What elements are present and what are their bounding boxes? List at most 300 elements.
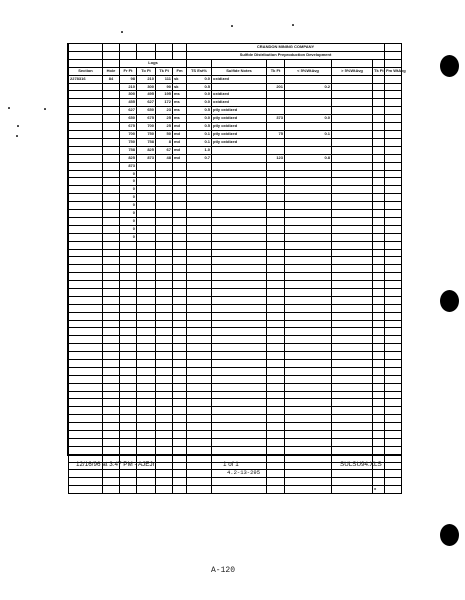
blank-cell (332, 312, 373, 320)
blank-cell (212, 415, 267, 423)
table-row (69, 91, 402, 99)
blank-cell (173, 360, 187, 368)
blank-row (69, 336, 402, 344)
table-row (69, 217, 402, 225)
table-cell: 0.8 (285, 154, 332, 162)
table-cell (137, 233, 156, 241)
blank-row (69, 312, 402, 320)
blank-cell (267, 383, 285, 391)
table-cell (332, 162, 373, 170)
table-cell: 123 (267, 154, 285, 162)
blank-cell (373, 257, 385, 265)
blank-cell (373, 265, 385, 273)
blank-cell (285, 438, 332, 446)
blank-cell (385, 273, 402, 281)
table-cell (373, 146, 385, 154)
blank-cell (267, 367, 285, 375)
blank-cell (137, 320, 156, 328)
table-cell (103, 162, 120, 170)
logs-row (69, 59, 402, 67)
table-cell (103, 186, 120, 194)
blank-cell (385, 399, 402, 407)
blank-cell (373, 336, 385, 344)
table-cell: md (173, 123, 187, 131)
table-cell (285, 194, 332, 202)
table-cell: 300 (137, 83, 156, 91)
table-row (69, 99, 402, 107)
table-cell (385, 233, 402, 241)
blank-cell (285, 328, 332, 336)
blank-cell (137, 281, 156, 289)
blank-cell (385, 486, 402, 494)
blank-cell (187, 383, 212, 391)
blank-cell (187, 438, 212, 446)
blank-cell (373, 241, 385, 249)
blank-cell (267, 407, 285, 415)
blank-cell (212, 241, 267, 249)
blank-cell (212, 383, 267, 391)
table-cell (385, 83, 402, 91)
blank-cell (332, 438, 373, 446)
blank-cell (173, 241, 187, 249)
blank-cell (212, 336, 267, 344)
blank-cell (120, 352, 137, 360)
blank-cell (173, 336, 187, 344)
table-cell (173, 186, 187, 194)
table-cell (385, 115, 402, 123)
blank-cell (137, 383, 156, 391)
table-cell: 825 (120, 154, 137, 162)
table-cell (69, 217, 103, 225)
table-cell (212, 186, 267, 194)
blank-cell (267, 415, 285, 423)
table-cell (69, 130, 103, 138)
blank-cell (69, 312, 103, 320)
table-cell: 201 (267, 83, 285, 91)
table-cell (212, 83, 267, 91)
blank-cell (385, 375, 402, 383)
blank-row (69, 241, 402, 249)
blank-cell (212, 438, 267, 446)
blank-cell (332, 304, 373, 312)
blank-cell (267, 375, 285, 383)
blank-cell (332, 352, 373, 360)
logs-label: Logs (120, 59, 187, 67)
blank-cell (187, 470, 212, 478)
table-cell: 825 (137, 146, 156, 154)
table-cell (385, 91, 402, 99)
table-cell (103, 170, 120, 178)
blank-cell (332, 249, 373, 257)
blank-cell (212, 320, 267, 328)
blank-cell (120, 478, 137, 486)
blank-cell (285, 257, 332, 265)
blank-cell (103, 296, 120, 304)
blank-row (69, 265, 402, 273)
blank-cell (173, 289, 187, 297)
blank-cell (385, 383, 402, 391)
table-cell (156, 178, 173, 186)
blank-cell (373, 328, 385, 336)
table-cell: oxidized (212, 91, 267, 99)
table-cell: oxidized (212, 75, 267, 83)
blank-cell (285, 446, 332, 454)
blank-cell (137, 391, 156, 399)
blank-cell (120, 383, 137, 391)
blank-cell (285, 399, 332, 407)
blank-cell (187, 478, 212, 486)
blank-cell (332, 470, 373, 478)
table-cell (285, 202, 332, 210)
blank-cell (285, 462, 332, 470)
table-cell (373, 162, 385, 170)
table-cell (156, 194, 173, 202)
blank-cell (385, 454, 402, 462)
blank-cell (373, 273, 385, 281)
blank-row (69, 281, 402, 289)
scan-speck (231, 25, 233, 27)
table-cell: 0.0 (187, 99, 212, 107)
blank-cell (187, 431, 212, 439)
blank-cell (373, 320, 385, 328)
table-cell (69, 162, 103, 170)
blank-cell (120, 438, 137, 446)
table-cell (332, 202, 373, 210)
blank-cell (69, 438, 103, 446)
blank-cell (373, 360, 385, 368)
blank-cell (120, 241, 137, 249)
table-cell (385, 194, 402, 202)
blank-cell (137, 399, 156, 407)
blank-cell (332, 478, 373, 486)
column-header: Sulfide Notes (212, 67, 267, 75)
table-cell (187, 170, 212, 178)
table-cell (137, 210, 156, 218)
table-cell (69, 186, 103, 194)
blank-cell (156, 289, 173, 297)
blank-cell (173, 454, 187, 462)
table-cell (385, 154, 402, 162)
blank-cell (173, 265, 187, 273)
blank-cell (332, 407, 373, 415)
table-cell: 0.0 (285, 115, 332, 123)
table-cell (373, 107, 385, 115)
table-cell (285, 107, 332, 115)
blank-cell (373, 312, 385, 320)
table-cell (212, 178, 267, 186)
table-cell: ptly oxidized (212, 107, 267, 115)
table-cell: ms (173, 115, 187, 123)
column-header: Fm WtAvg (385, 67, 402, 75)
table-cell: 0.0 (187, 115, 212, 123)
blank-cell (332, 423, 373, 431)
table-cell (373, 130, 385, 138)
table-cell (285, 123, 332, 131)
table-cell (332, 233, 373, 241)
blank-cell (267, 344, 285, 352)
blank-cell (267, 336, 285, 344)
table-cell (173, 170, 187, 178)
table-cell (285, 75, 332, 83)
table-cell: md (173, 130, 187, 138)
table-cell (137, 202, 156, 210)
blank-cell (373, 281, 385, 289)
blank-cell (137, 423, 156, 431)
table-cell (103, 225, 120, 233)
table-cell: 495 (137, 91, 156, 99)
blank-cell (137, 273, 156, 281)
blank-cell (332, 336, 373, 344)
blank-cell (103, 486, 120, 494)
table-cell (332, 194, 373, 202)
blank-cell (103, 281, 120, 289)
column-header: Fm (173, 67, 187, 75)
table-cell (156, 233, 173, 241)
blank-cell (385, 257, 402, 265)
blank-cell (69, 241, 103, 249)
blank-cell (156, 423, 173, 431)
table-row (69, 170, 402, 178)
blank-cell (187, 415, 212, 423)
blank-cell (267, 289, 285, 297)
blank-cell (156, 486, 173, 494)
blank-cell (332, 367, 373, 375)
blank-cell (187, 312, 212, 320)
column-header: Tk Ft (267, 67, 285, 75)
blank-cell (212, 304, 267, 312)
table-cell (373, 178, 385, 186)
table-cell (212, 154, 267, 162)
blank-cell (137, 486, 156, 494)
blank-cell (187, 446, 212, 454)
blank-cell (120, 360, 137, 368)
blank-cell (187, 289, 212, 297)
table-cell (373, 225, 385, 233)
table-cell (332, 107, 373, 115)
blank-cell (103, 383, 120, 391)
blank-cell (137, 431, 156, 439)
table-cell: md (173, 154, 187, 162)
blank-cell (373, 352, 385, 360)
table-cell: 48 (156, 154, 173, 162)
table-cell (385, 146, 402, 154)
blank-cell (120, 320, 137, 328)
table-cell: ptly oxidized (212, 138, 267, 146)
table-cell (103, 115, 120, 123)
table-row (69, 115, 402, 123)
table-cell (103, 154, 120, 162)
table-cell (212, 170, 267, 178)
table-cell (267, 225, 285, 233)
blank-cell (332, 281, 373, 289)
table-cell (332, 83, 373, 91)
table-cell (373, 99, 385, 107)
blank-cell (385, 304, 402, 312)
table-cell (103, 138, 120, 146)
table-cell: 0 (120, 225, 137, 233)
table-cell (267, 202, 285, 210)
table-cell: 758 (137, 138, 156, 146)
blank-cell (332, 320, 373, 328)
blank-cell (267, 328, 285, 336)
blank-cell (137, 241, 156, 249)
table-cell (69, 194, 103, 202)
table-cell (137, 170, 156, 178)
blank-cell (103, 265, 120, 273)
table-cell (137, 194, 156, 202)
blank-cell (373, 304, 385, 312)
blank-cell (156, 352, 173, 360)
table-cell (212, 217, 267, 225)
blank-cell (156, 328, 173, 336)
table-cell (187, 210, 212, 218)
blank-row (69, 367, 402, 375)
blank-cell (173, 423, 187, 431)
table-cell (156, 225, 173, 233)
blank-cell (173, 399, 187, 407)
table-cell: 750 (137, 130, 156, 138)
blank-cell (173, 281, 187, 289)
blank-cell (120, 328, 137, 336)
blank-cell (103, 241, 120, 249)
blank-row (69, 328, 402, 336)
blank-cell (332, 328, 373, 336)
blank-cell (385, 407, 402, 415)
report-subtitle: Sulfide Distribution Preproduction Development (187, 51, 385, 59)
table-cell: 2278316 (69, 75, 103, 83)
table-cell (212, 202, 267, 210)
blank-cell (156, 312, 173, 320)
blank-cell (373, 399, 385, 407)
blank-cell (156, 296, 173, 304)
table-cell (69, 233, 103, 241)
table-cell (385, 99, 402, 107)
blank-cell (385, 312, 402, 320)
table-cell (173, 194, 187, 202)
table-cell (285, 138, 332, 146)
blank-cell (212, 407, 267, 415)
table-cell (173, 210, 187, 218)
blank-cell (212, 431, 267, 439)
blank-cell (156, 320, 173, 328)
table-cell (385, 138, 402, 146)
punch-hole (440, 290, 459, 312)
blank-row (69, 344, 402, 352)
blank-cell (267, 446, 285, 454)
table-cell (103, 83, 120, 91)
blank-cell (120, 470, 137, 478)
table-cell (373, 154, 385, 162)
blank-cell (187, 344, 212, 352)
blank-cell (120, 281, 137, 289)
blank-cell (212, 399, 267, 407)
blank-cell (120, 407, 137, 415)
table-cell (285, 233, 332, 241)
blank-cell (332, 486, 373, 494)
blank-cell (373, 438, 385, 446)
table-cell (332, 210, 373, 218)
blank-cell (285, 486, 332, 494)
punch-hole (440, 524, 459, 546)
table-row (69, 178, 402, 186)
blank-cell (156, 281, 173, 289)
blank-cell (103, 470, 120, 478)
table-cell (173, 202, 187, 210)
table-cell: 75 (267, 130, 285, 138)
blank-cell (69, 273, 103, 281)
blank-cell (120, 265, 137, 273)
table-cell (285, 146, 332, 154)
blank-cell (385, 265, 402, 273)
blank-cell (137, 415, 156, 423)
blank-cell (285, 320, 332, 328)
blank-row (69, 407, 402, 415)
table-cell (103, 123, 120, 131)
table-cell (173, 225, 187, 233)
blank-cell (385, 328, 402, 336)
blank-cell (187, 391, 212, 399)
blank-cell (285, 391, 332, 399)
blank-cell (385, 438, 402, 446)
blank-cell (212, 265, 267, 273)
table-cell (267, 107, 285, 115)
blank-cell (156, 438, 173, 446)
blank-cell (137, 470, 156, 478)
blank-cell (173, 344, 187, 352)
scan-speck (121, 31, 123, 33)
table-cell (173, 162, 187, 170)
table-cell: 210 (120, 83, 137, 91)
blank-row (69, 320, 402, 328)
table-cell: 650 (120, 115, 137, 123)
blank-cell (120, 296, 137, 304)
blank-cell (69, 423, 103, 431)
blank-cell (69, 431, 103, 439)
blank-cell (285, 281, 332, 289)
blank-row (69, 486, 402, 494)
table-cell (187, 225, 212, 233)
table-cell: 373 (267, 115, 285, 123)
column-header: Tk Ft (373, 67, 385, 75)
data-table (68, 43, 406, 494)
table-cell (137, 225, 156, 233)
blank-cell (285, 312, 332, 320)
blank-cell (267, 423, 285, 431)
table-cell (332, 115, 373, 123)
table-cell (212, 194, 267, 202)
blank-cell (385, 462, 402, 470)
blank-cell (156, 344, 173, 352)
table-cell (103, 194, 120, 202)
table-cell: 0.5 (187, 83, 212, 91)
blank-cell (103, 257, 120, 265)
blank-cell (285, 407, 332, 415)
blank-cell (103, 446, 120, 454)
blank-cell (332, 273, 373, 281)
table-cell: 0.1 (187, 130, 212, 138)
table-row (69, 162, 402, 170)
table-cell: 23 (156, 107, 173, 115)
column-header: < 5%WtAvg (285, 67, 332, 75)
blank-row (69, 296, 402, 304)
blank-cell (173, 312, 187, 320)
table-cell (69, 210, 103, 218)
blank-cell (137, 344, 156, 352)
blank-cell (385, 391, 402, 399)
table-cell (267, 233, 285, 241)
punch-hole (440, 55, 459, 77)
blank-cell (187, 281, 212, 289)
